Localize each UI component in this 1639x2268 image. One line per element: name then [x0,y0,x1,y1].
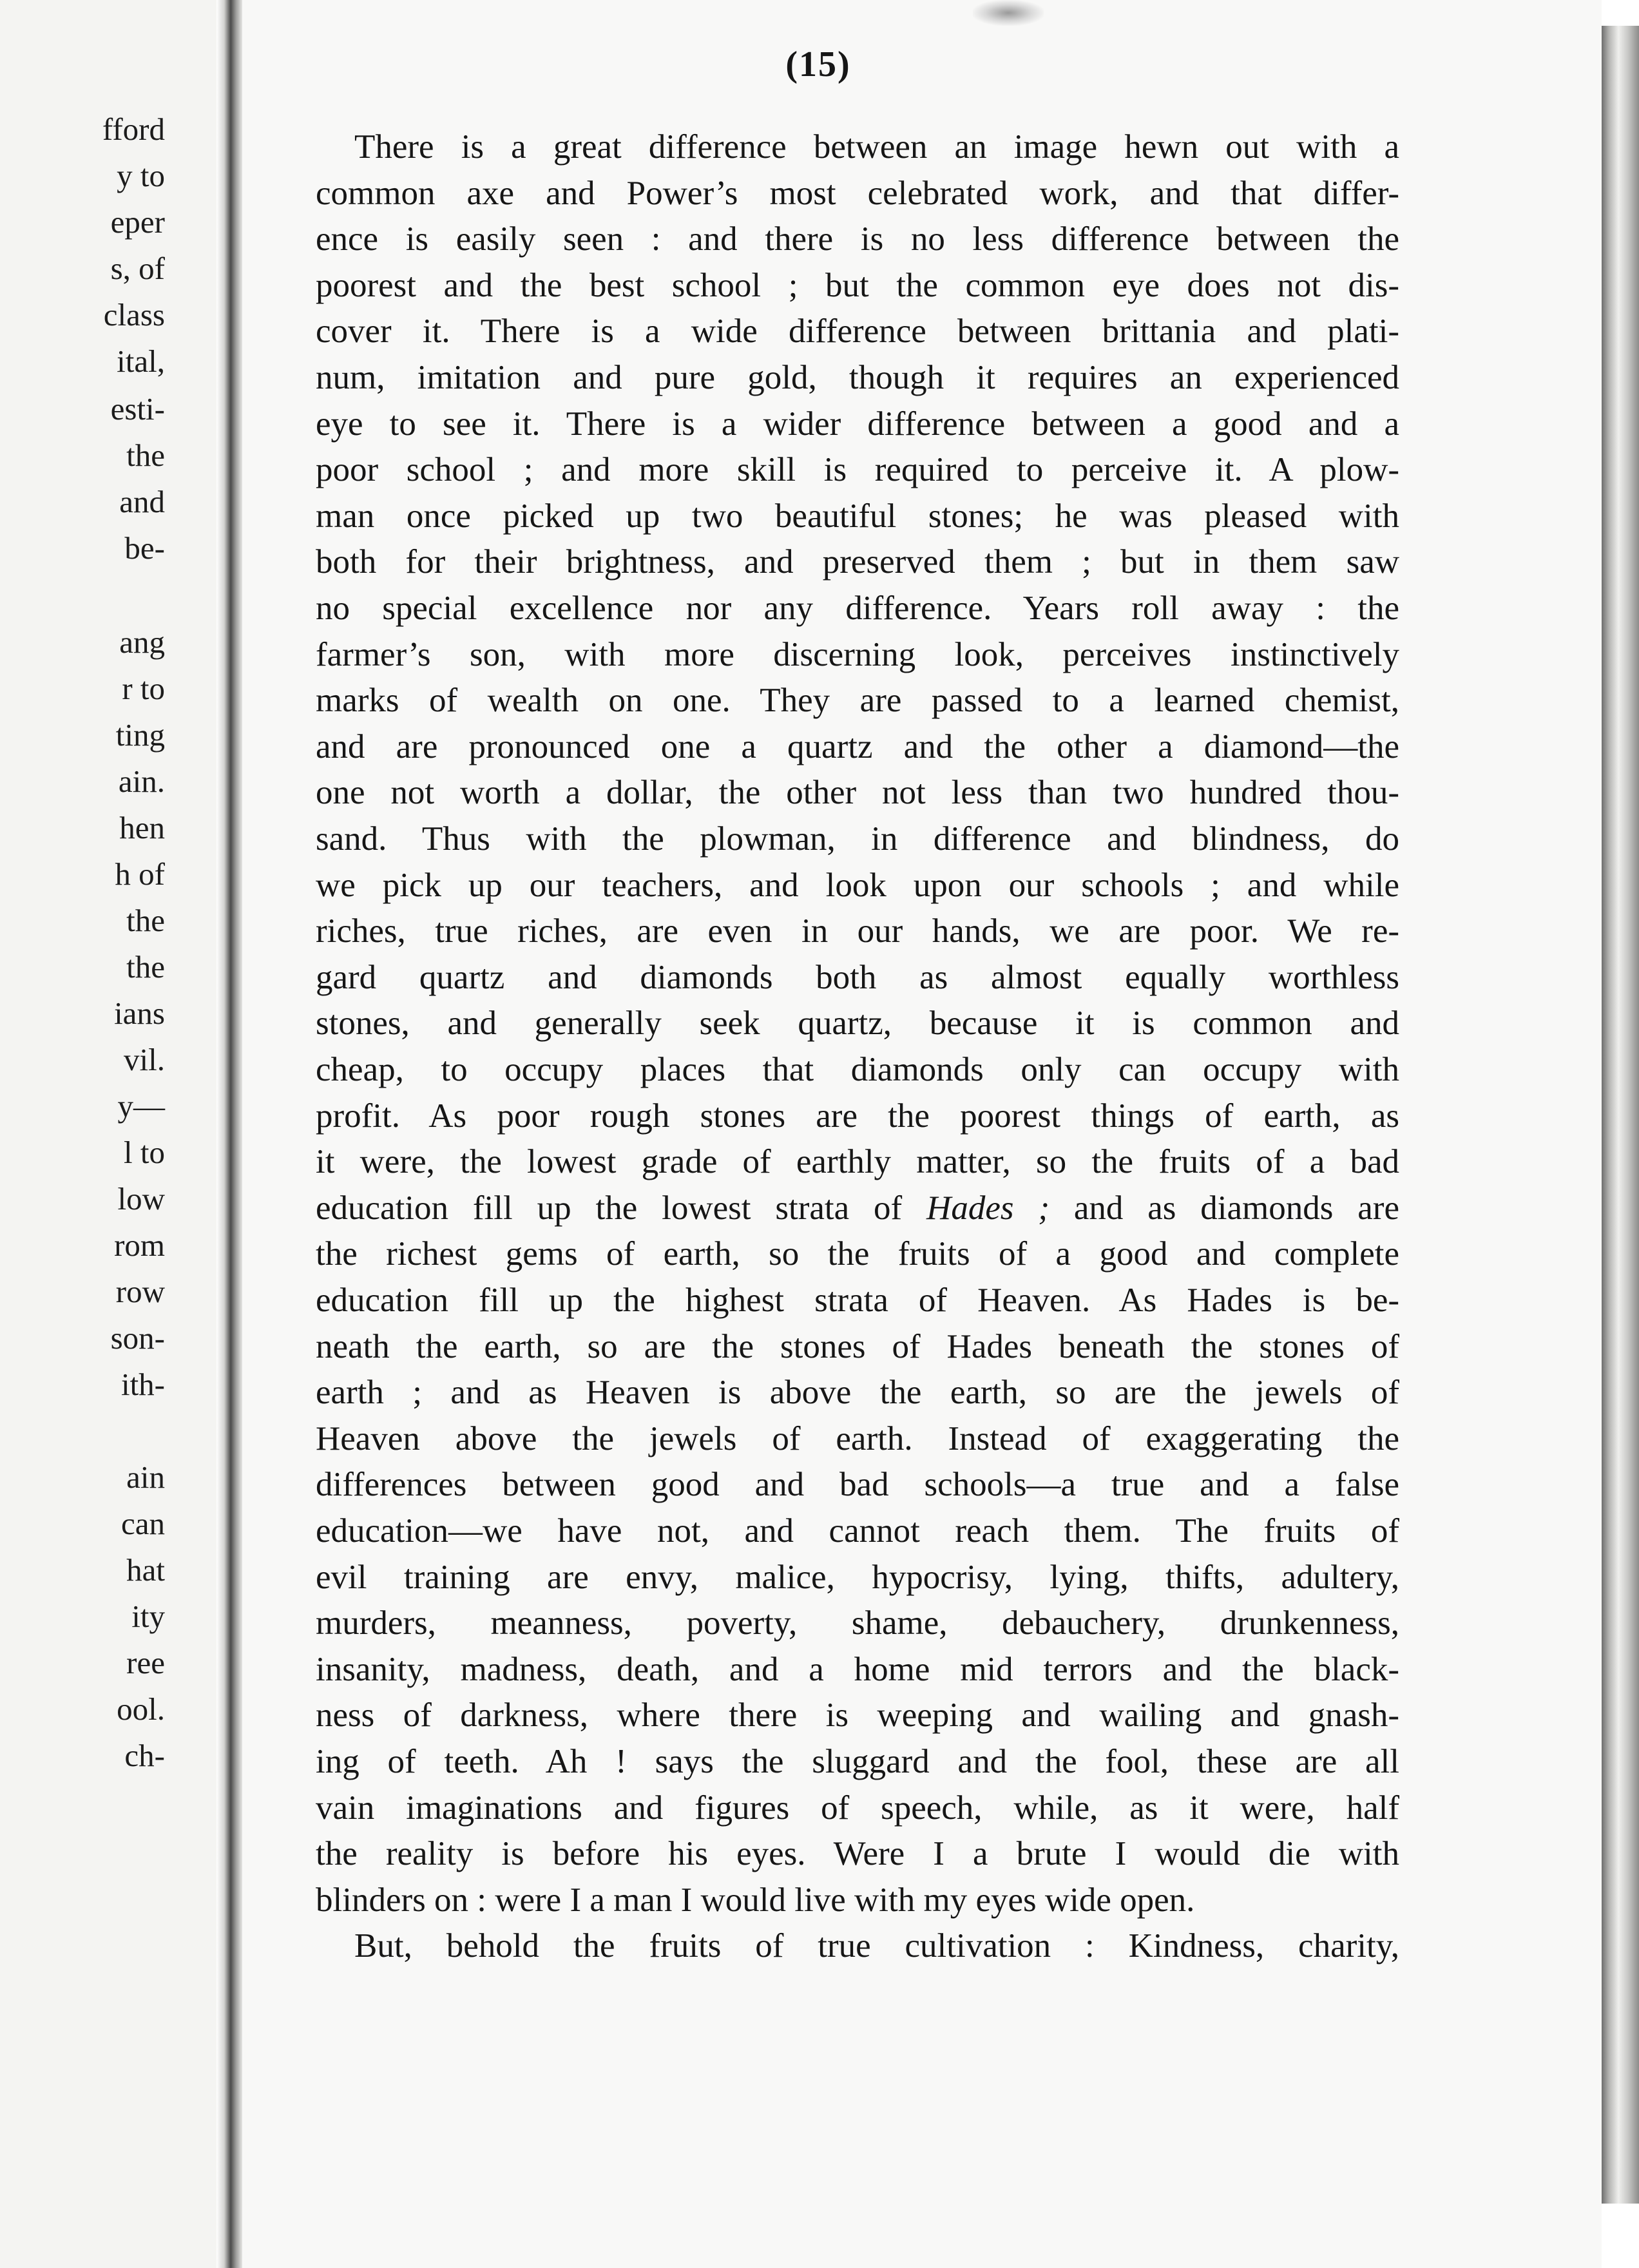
text-line: cheap, to occupy places that diamonds only can occupy with [316,1051,1399,1088]
text-line: ness of darkness, where there is weeping and wailing and gnash- [316,1696,1399,1734]
text-line: murders, meanness, poverty, shame, debauchery, drunkenness, [316,1604,1399,1642]
text-line: ing of teeth. Ah ! says the sluggard and the fool, these are all [316,1743,1399,1780]
facing-page-line: the [126,949,165,985]
facing-page-line: ital, [117,343,165,379]
text-line: num, imitation and pure gold, though it requires an experienced [316,359,1399,396]
facing-page-line: ch- [124,1738,165,1773]
book-gutter [216,0,242,2268]
text-line: the reality is before his eyes. Were I a brute I would die with [316,1835,1399,1872]
text-line: the richest gems of earth, so the fruits of a good and complete [316,1235,1399,1273]
text-line: gard quartz and diamonds both as almost equally worthless [316,959,1399,996]
paper-tear [973,0,1044,26]
text-line: marks of wealth on one. They are passed to a learned chemist, [316,682,1399,719]
facing-page-line: y— [117,1088,165,1124]
facing-page-line: fford [102,111,165,147]
text-line: ence is easily seen : and there is no less difference between the [316,220,1399,258]
facing-page-line: vil. [124,1042,165,1077]
facing-page [0,0,224,2268]
text-line: There is a great difference between an image hewn out with a [354,128,1399,166]
facing-page-line: y to [117,158,165,193]
facing-page-line: l to [124,1135,165,1170]
facing-page-line: row [115,1274,165,1309]
text-line: education—we have not, and cannot reach them. The fruits of [316,1512,1399,1550]
text-line: we pick up our teachers, and look upon our schools ; and while [316,867,1399,904]
facing-page-line: hat [126,1552,165,1588]
text-line: and are pronounced one a quartz and the other a diamond—the [316,728,1399,765]
text-line: evil training are envy, malice, hypocrisy, lying, thifts, adultery, [316,1559,1399,1596]
facing-page-line: s, of [110,251,165,286]
text-line: insanity, madness, death, and a home mid terrors and the black- [316,1651,1399,1688]
text-line: sand. Thus with the plowman, in difference and blindness, do [316,820,1399,858]
text-line: farmer’s son, with more discerning look, perceives instinctively [316,636,1399,673]
text-segment: and as diamonds are [1050,1189,1399,1227]
text-segment: education fill up the lowest strata of [316,1189,927,1227]
facing-page-line: low [117,1181,165,1216]
facing-page-line: ians [114,995,165,1031]
page-edge [1602,26,1639,2204]
facing-page-line: the [126,437,165,473]
text-line: vain imaginations and figures of speech, while, as it were, half [316,1789,1399,1827]
facing-page-line: and [119,484,165,519]
facing-page-line: ity [131,1599,165,1634]
facing-page-line: rom [114,1227,165,1263]
text-line: education fill up the highest strata of Heaven. As Hades is be- [316,1282,1399,1319]
page-number: (15) [785,44,851,84]
text-line: eye to see it. There is a wider difference between a good and a [316,405,1399,443]
facing-page-line: ain [126,1459,165,1495]
facing-page-line: son- [110,1320,165,1356]
italic-word: Hades ; [926,1189,1050,1227]
facing-page-line: ang [119,624,165,660]
text-line: Heaven above the jewels of earth. Instead of exaggerating the [316,1420,1399,1457]
text-line: it were, the lowest grade of earthly matter, so the fruits of a bad [316,1143,1399,1180]
text-line: stones, and generally seek quartz, because it is common and [316,1004,1399,1042]
text-line: blinders on : were I a man I would live with my eyes wide open. [316,1881,1195,1919]
facing-page-line: ting [115,717,165,753]
facing-page-line: can [121,1506,165,1541]
facing-page-line: h of [115,856,165,892]
facing-page-line: hen [119,810,165,845]
text-line: cover it. There is a wide difference between brittania and plati- [316,312,1399,350]
text-line: one not worth a dollar, the other not less than two hundred thou- [316,774,1399,811]
text-line: neath the earth, so are the stones of Hades beneath the stones of [316,1328,1399,1365]
text-line: profit. As poor rough stones are the poorest things of earth, as [316,1097,1399,1135]
facing-page-line: ain. [118,764,165,799]
text-line: earth ; and as Heaven is above the earth, so are the jewels of [316,1374,1399,1411]
facing-page-line: ool. [117,1691,165,1727]
facing-page-line: eper [110,204,165,240]
facing-page-line: class [103,297,165,332]
text-line: But, behold the fruits of true cultivation : Kindness, charity, [354,1927,1399,1965]
facing-page-line: ree [126,1645,165,1680]
text-line: poor school ; and more skill is required to perceive it. A plow- [316,451,1399,488]
text-line: poorest and the best school ; but the common eye does not dis- [316,267,1399,304]
facing-page-line: ith- [120,1367,165,1402]
text-line: both for their brightness, and preserved them ; but in them saw [316,543,1399,581]
text-line: common axe and Power’s most celebrated work, and that differ- [316,175,1399,212]
facing-page-line: esti- [110,391,165,427]
facing-page-line: r to [122,671,165,706]
text-line: man once picked up two beautiful stones; he was pleased with [316,497,1399,535]
text-line: no special excellence nor any difference. Years roll away : the [316,590,1399,627]
facing-page-line: the [126,903,165,938]
facing-page-line: be- [124,530,165,566]
text-line: riches, true riches, are even in our hands, we are poor. We re- [316,912,1399,950]
text-line [316,1189,1399,1227]
text-line: differences between good and bad schools—a true and a false [316,1466,1399,1503]
